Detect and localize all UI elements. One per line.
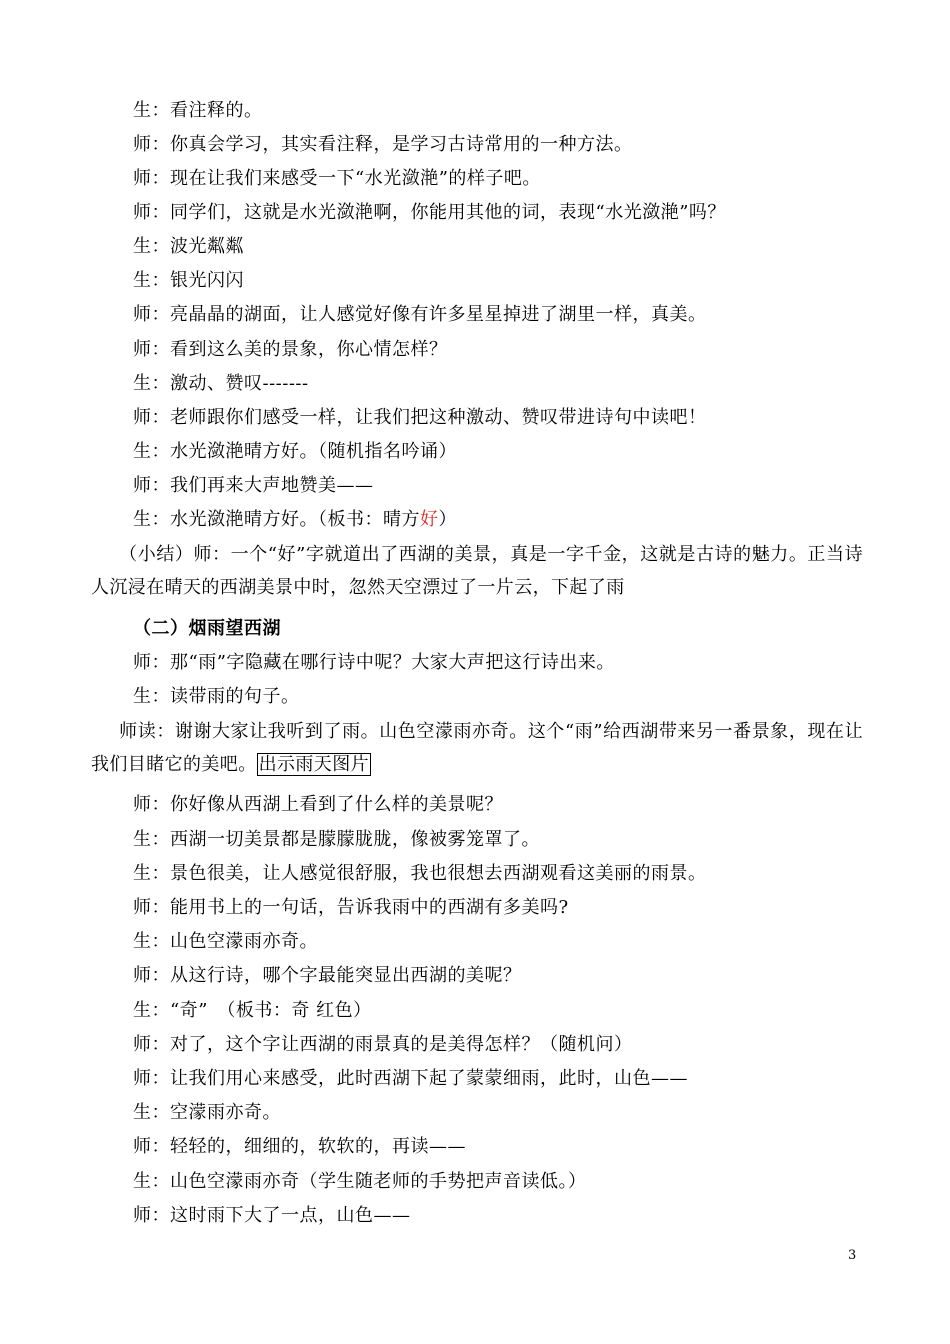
dialogue-line: 师：现在让我们来感受一下“水光潋滟”的样子吧。: [133, 168, 541, 189]
line-text: ）: [438, 509, 457, 530]
dialogue-line: 师：这时雨下大了一点，山色——: [133, 1205, 411, 1226]
dialogue-line: 师：能用书上的一句话，告诉我雨中的西湖有多美吗?: [133, 897, 569, 918]
dialogue-line: 师：看到这么美的景象，你心情怎样？: [133, 339, 448, 360]
dialogue-line: 生：山色空濛雨亦奇。: [133, 931, 318, 952]
dialogue-line: 师：对了，这个字让西湖的雨景真的是美得怎样？（随机问）: [133, 1034, 633, 1055]
paragraph-text: 师读：谢谢大家让我听到了雨。山色空濛雨亦奇。这个“雨”给西湖带来另一番景象，现在让我们目睹它的美吧。: [91, 721, 863, 775]
dialogue-line: 生：激动、赞叹-------: [133, 373, 309, 394]
dialogue-line: 生：“奇” （板书：奇 红色）: [133, 1000, 372, 1021]
dialogue-line: 师：从这行诗，哪个字最能突显出西湖的美呢？: [133, 965, 522, 986]
dialogue-line: 师：同学们，这就是水光潋滟啊，你能用其他的词，表现“水光潋滟”吗？: [133, 202, 726, 223]
summary-paragraph: [91, 538, 863, 604]
dialogue-line: 生：西湖一切美景都是朦朦胧胧，像被雾笼罩了。: [133, 829, 540, 850]
reading-paragraph: [91, 715, 863, 781]
line-text: 生：水光潋滟晴方好。（板书：晴方: [133, 509, 420, 530]
dialogue-line: 生：波光粼粼: [133, 236, 244, 257]
dialogue-line: 师：你好像从西湖上看到了什么样的美景呢？: [133, 794, 503, 815]
dialogue-line: 师：那“雨”字隐藏在哪行诗中呢？大家大声把这行诗出来。: [133, 652, 615, 673]
red-highlight-text: 好: [420, 509, 439, 530]
dialogue-line: 师：轻轻的，细细的，软软的，再读——: [133, 1136, 466, 1157]
dialogue-line: 生：看注释的。: [133, 100, 263, 121]
dialogue-line: 生：景色很美，让人感觉很舒服，我也很想去西湖观看这美丽的雨景。: [133, 863, 707, 884]
dialogue-line: 生：银光闪闪: [133, 270, 244, 291]
page-number: 3: [848, 1248, 857, 1263]
dialogue-line: 师：老师跟你们感受一样，让我们把这种激动、赞叹带进诗句中读吧！: [133, 407, 707, 428]
section-heading: （二）烟雨望西湖: [133, 618, 281, 639]
dialogue-line: 生：山色空濛雨亦奇（学生随老师的手势把声音读低。）: [133, 1171, 587, 1192]
dialogue-line: 生：读带雨的句子。: [133, 686, 300, 707]
dialogue-line: 师：你真会学习，其实看注释，是学习古诗常用的一种方法。: [133, 134, 633, 155]
dialogue-line: 师：亮晶晶的湖面，让人感觉好像有许多星星掉进了湖里一样，真美。: [133, 304, 707, 325]
dialogue-line: [133, 508, 457, 532]
dialogue-line: 生：空濛雨亦奇。: [133, 1102, 281, 1123]
dialogue-line: 师：让我们用心来感受，此时西湖下起了蒙蒙细雨，此时，山色——: [133, 1068, 688, 1089]
dialogue-line: 生：水光潋滟晴方好。（随机指名吟诵）: [133, 441, 457, 462]
paragraph-text: （小结）师：一个“好”字就道出了西湖的美景，真是一字千金，这就是古诗的魅力。正当诗人沉浸在晴天的西湖美景中时，忽然天空漂过了一片云，下起了雨: [91, 544, 863, 598]
dialogue-line: 师：我们再来大声地赞美——: [133, 475, 374, 496]
boxed-note: 出示雨天图片: [258, 754, 370, 775]
